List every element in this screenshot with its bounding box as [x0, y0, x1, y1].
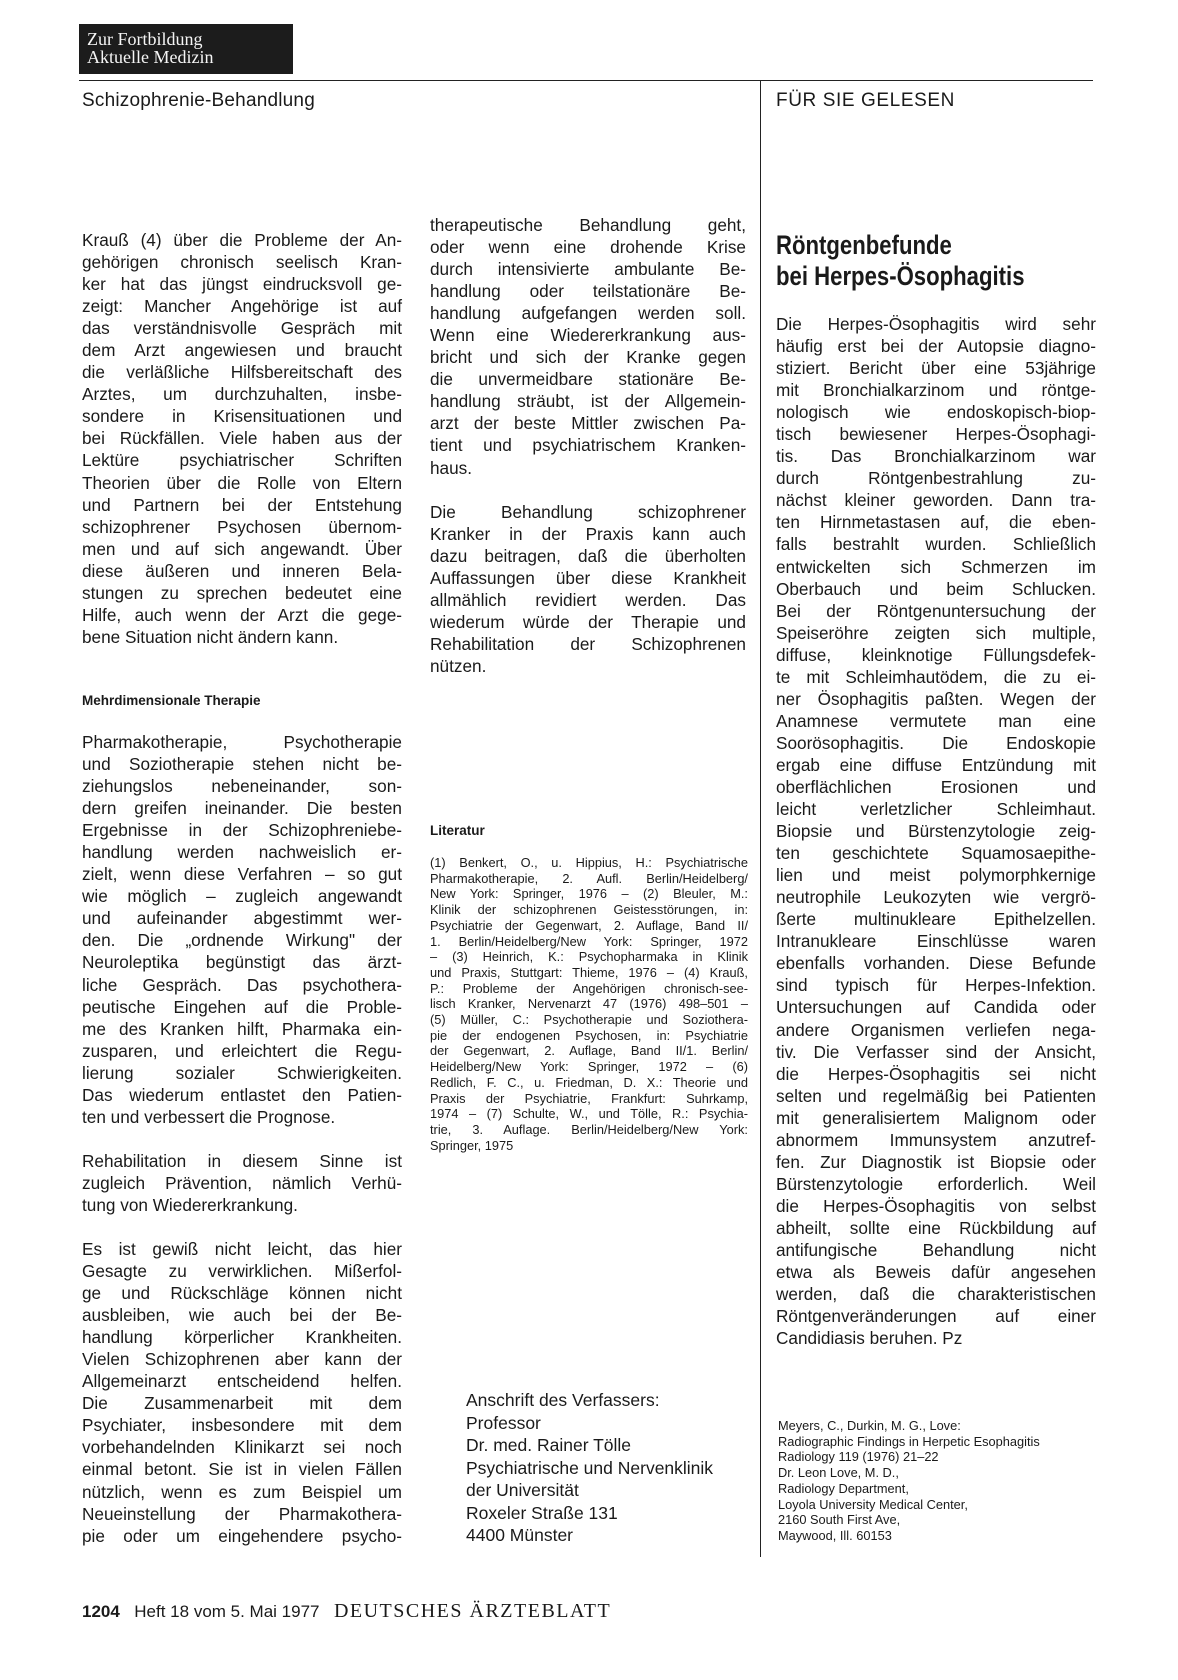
text-line: und Soziotherapie stehen nicht be- [82, 754, 402, 775]
text-line: Professor [466, 1412, 541, 1433]
subheading-literatur: Literatur [430, 823, 485, 838]
text-line: allmählich revidiert werden. Das [430, 589, 746, 610]
text-line: ebenfalls vorhanden. Diese Befunde [776, 953, 1096, 974]
text-line: ten geschichtete Squamosaepithe- [776, 843, 1096, 864]
text-line: pie der endogenen Psychosen, in: Psychiatrie [430, 1027, 748, 1043]
text-line: nächst kleiner geworden. Dann tra- [776, 490, 1096, 511]
text-line: Hilfe, auch wenn der Arzt die gege- [82, 604, 402, 625]
text-line: Bürstenzytologie erforderlich. Weil [776, 1173, 1096, 1194]
text-line: Das wiederum entlastet den Patien- [82, 1084, 402, 1105]
text-line: P.: Probleme der Angehörigen chronisch-see- [430, 980, 748, 996]
text-line: Allgemeinarzt entscheidend helfen. [82, 1371, 402, 1392]
text-line: Neueinstellung der Pharmakothera- [82, 1503, 402, 1524]
section-badge [79, 24, 293, 74]
text-line: Die Zusammenarbeit mit dem [82, 1393, 402, 1414]
text-line: New York: Springer, 1976 – (2) Bleuler, M.: [430, 886, 748, 902]
text-line: Speiseröhre zeigten sich multiple, [776, 622, 1096, 643]
article-title [776, 230, 1025, 292]
column-divider [760, 80, 761, 1557]
badge-line-2: Aktuelle Medizin [87, 47, 214, 67]
text-line: arzt der beste Mittler zwischen Pa- [430, 413, 746, 434]
text-line: werden, daß die charakteristischen [776, 1284, 1096, 1305]
text-line: Rehabilitation in diesem Sinne ist [82, 1150, 402, 1171]
text-line: Soorösophagitis. Die Endoskopie [776, 732, 1096, 753]
text-line: das verständnisvolle Gespräch mit [82, 318, 402, 339]
text-line: peutische Eingehen auf die Proble- [82, 996, 402, 1017]
text-line: schizophrener Psychosen übernom- [82, 516, 402, 537]
section-title-right: FÜR SIE GELESEN [776, 90, 955, 111]
text-line: pie oder um eingehendere psycho- [82, 1525, 402, 1546]
page-number: 1204 [82, 1602, 120, 1621]
text-line: Pharmakotherapie, 2. Aufl. Berlin/Heidelberg/ [430, 870, 748, 886]
paragraph-intro [82, 229, 402, 648]
text-line: Rehabilitation der Schizophrenen [430, 633, 746, 654]
text-line: Springer, 1975 [430, 1137, 514, 1153]
text-line: bricht und sich der Kranke gegen [430, 347, 746, 368]
text-line: Oberbauch und beim Schlucken. [776, 578, 1096, 599]
text-line: tisch bewiesener Herpes-Ösophagi- [776, 424, 1096, 445]
text-line: stiziert. Bericht über eine 53jährige [776, 358, 1096, 379]
text-line: Röntgenveränderungen auf einer [776, 1306, 1096, 1327]
text-line: sondere in Krisensituationen und [82, 406, 402, 427]
paragraph-cooperation [82, 1238, 402, 1547]
text-line: 4400 Münster [466, 1525, 574, 1545]
text-line: Praxis der Psychiatrie, Frankfurt: Suhrkamp, [430, 1090, 748, 1106]
text-line: abheilt, sollte eine Rückbildung auf [776, 1217, 1096, 1238]
author-address [466, 1389, 713, 1547]
text-line: lien und meist polymorphkernige [776, 865, 1096, 886]
text-line: wie möglich – zugleich angewandt [82, 886, 402, 907]
text-line: durch intensivierte ambulante Be- [430, 259, 746, 280]
text-line: Maywood, Ill. 60153 [778, 1527, 892, 1543]
text-line: stungen zu sprechen bedeutet eine [82, 582, 402, 603]
text-line: Arztes, um durchzuhalten, insbe- [82, 384, 402, 405]
text-line: zeigt: Mancher Angehörige ist auf [82, 296, 402, 317]
text-line: 1. Berlin/Heidelberg/New York: Springer, 1972 [430, 933, 748, 949]
text-line: trie, 3. Auflage. Berlin/Heidelberg/New York: [430, 1121, 748, 1137]
text-line: Redlich, F. C., u. Friedman, D. X.: Theorie und [430, 1074, 748, 1090]
text-line: selten und regelmäßig bei Patienten [776, 1085, 1096, 1106]
text-line: falls bestrahlt wurden. Schließlich [776, 534, 1096, 555]
text-line: handlung werden nachweislich er- [82, 842, 402, 863]
reference-list [430, 855, 748, 1153]
text-line: Loyola University Medical Center, [778, 1496, 968, 1512]
text-line: Vielen Schizophrenen aber kann der [82, 1349, 402, 1370]
text-line: Anamnese vermutete man eine [776, 710, 1096, 731]
text-line: mit generalisiertem Malignom oder [776, 1107, 1096, 1128]
text-line: Heidelberg/New York: Springer, 1972 – (6) [430, 1059, 748, 1075]
text-line: entwickelten sich Schmerzen im [776, 556, 1096, 577]
text-line: diese äußeren und inneren Bela- [82, 560, 402, 581]
text-line: liche Gespräch. Das psychothera- [82, 974, 402, 995]
text-line: Ergebnisse in der Schizophreniebe- [82, 820, 402, 841]
text-line: die verläßliche Hilfsbereitschaft des [82, 362, 402, 383]
text-line: ziehungslos nebeneinander, son- [82, 776, 402, 797]
page-footer [82, 1600, 611, 1623]
text-line: Psychiater, insbesondere mit dem [82, 1415, 402, 1436]
text-line: Es ist gewiß nicht leicht, das hier [82, 1238, 402, 1259]
paragraph-practice [430, 501, 746, 677]
text-line: und aufeinander abgestimmt wer- [82, 908, 402, 929]
text-line: dern greifen ineinander. Die besten [82, 798, 402, 819]
text-line: – (3) Heinrich, K.: Psychopharmaka in Klinik [430, 949, 748, 965]
text-line: einmal betont. Sie ist in vielen Fällen [82, 1459, 402, 1480]
text-line: men und auf sich angewandt. Über [82, 538, 402, 559]
text-line: ner Ösophagitis paßten. Wegen der [776, 688, 1096, 709]
text-line: bene Situation nicht ändern kann. [82, 626, 339, 647]
text-line: Candidiasis beruhen. Pz [776, 1328, 963, 1349]
paragraph-therapy [82, 731, 402, 1128]
text-line: Wenn eine Wiedererkrankung aus- [430, 325, 746, 346]
text-line: zusparen, und erleichtert die Regu- [82, 1040, 402, 1061]
text-line: me des Kranken hilft, Pharmaka ein- [82, 1018, 402, 1039]
text-line: die Herpes-Ösophagitis von selbst [776, 1195, 1096, 1216]
text-line: handlung sträubt, ist der Allgemein- [430, 391, 746, 412]
text-line: abnormem Immunsystem anzutref- [776, 1129, 1096, 1150]
text-line: Krauß (4) über die Probleme der An- [82, 230, 402, 250]
subheading-mehrdimensionale-therapie: Mehrdimensionale Therapie [82, 693, 261, 708]
column-3-body [776, 313, 1096, 1349]
text-line: Pharmakotherapie, Psychotherapie [82, 732, 402, 752]
text-line: nützlich, wenn es zum Beispiel um [82, 1481, 402, 1502]
text-line: (1) Benkert, O., u. Hippius, H.: Psychiatrische [430, 855, 748, 870]
text-line: ge und Rückschläge können nicht [82, 1283, 402, 1304]
text-line: Gesagte zu verwirklichen. Mißerfol- [82, 1261, 402, 1282]
text-line: Klinik der schizophrenen Geistesstörungen, in: [430, 902, 748, 918]
column-2 [430, 214, 746, 677]
text-line: handlung aufgefangen werden soll. [430, 303, 746, 324]
text-line: häufig erst bei der Autopsie diagno- [776, 336, 1096, 357]
column-1-continued [82, 731, 402, 1547]
text-line: ker hat das jüngst eindrucksvoll ge- [82, 274, 402, 295]
article-title-line-1: Röntgenbefunde [776, 230, 952, 260]
text-line: sind typisch für Herpes-Infektion. [776, 975, 1096, 996]
text-line: zugleich Prävention, nämlich Verhü- [82, 1172, 402, 1193]
text-line: diffuse, kleinknotige Füllungsdefek- [776, 644, 1096, 665]
text-line: Auffassungen über diese Krankheit [430, 567, 746, 588]
text-line: die Herpes-Ösophagitis sei nicht [776, 1063, 1096, 1084]
text-line: leicht verletzlicher Schleimhaut. [776, 799, 1096, 820]
text-line: ausbleiben, wie auch bei der Be- [82, 1305, 402, 1326]
text-line: mit Bronchialkarzinom und röntge- [776, 380, 1096, 401]
text-line: Roxeler Straße 131 [466, 1502, 618, 1523]
paragraph-continuation [430, 214, 746, 479]
badge-line-1: Zur Fortbildung [87, 29, 203, 49]
text-line: Die Behandlung schizophrener [430, 501, 746, 522]
text-line: durch Röntgenbestrahlung zu- [776, 468, 1096, 489]
text-line: Lektüre psychiatrischer Schriften [82, 450, 402, 471]
text-line: oder wenn eine drohende Krise [430, 237, 746, 258]
top-rule [79, 80, 1093, 81]
text-line: Theorien über die Rolle von Eltern [82, 472, 402, 493]
text-line: der Gegenwart, 2. Auflage, Band II/1. Berlin/ [430, 1043, 748, 1059]
source-citation [778, 1418, 1040, 1544]
text-line: tis. Das Bronchialkarzinom war [776, 446, 1096, 467]
text-line: etwa als Beweis dafür angesehen [776, 1262, 1096, 1283]
text-line: Kranker in der Praxis kann auch [430, 523, 746, 544]
text-line: Anschrift des Verfassers: [466, 1390, 660, 1410]
text-line: Dr. Leon Love, M. D., [778, 1465, 899, 1481]
text-line: tiv. Die Verfasser sind der Ansicht, [776, 1041, 1096, 1062]
text-line: 1974 – (7) Schulte, W., und Tölle, R.: Psychia- [430, 1106, 748, 1122]
journal-name: DEUTSCHES ÄRZTEBLATT [333, 1600, 612, 1622]
text-line: Untersuchungen auf Candida oder [776, 997, 1096, 1018]
text-line: ten und verbessert die Prognose. [82, 1106, 336, 1127]
text-line: lisch Kranker, Nervenarzt 47 (1976) 498–501 – [430, 996, 748, 1012]
text-line: te mit Schleimhautödem, die zu ei- [776, 666, 1096, 687]
text-line: handlung körperlicher Krankheiten. [82, 1327, 402, 1348]
text-line: nologisch wie endoskopisch-biop- [776, 402, 1096, 423]
text-line: Bei der Röntgenuntersuchung der [776, 600, 1096, 621]
section-title-left: Schizophrenie-Behandlung [82, 90, 315, 111]
text-line: Meyers, C., Durkin, M. G., Love: [778, 1418, 961, 1433]
text-line: Intranukleare Einschlüsse waren [776, 931, 1096, 952]
text-line: haus. [430, 457, 473, 478]
text-line: antifungische Behandlung nicht [776, 1239, 1096, 1260]
text-line: Dr. med. Rainer Tölle [466, 1435, 632, 1455]
text-line: der Universität [466, 1480, 579, 1500]
text-line: und Partnern bei der Entstehung [82, 494, 402, 515]
text-line: neutrophile Leukozyten wie vergrö- [776, 887, 1096, 908]
text-line: andere Organismen verliefen nega- [776, 1019, 1096, 1040]
text-line: wiederum würde der Therapie und [430, 611, 746, 632]
text-line: oberflächlichen Erosionen und [776, 776, 1096, 797]
text-line: den. Die „ordnende Wirkung" der [82, 930, 402, 951]
text-line: bei Rückfällen. Viele haben aus der [82, 428, 402, 449]
column-1 [82, 229, 402, 648]
issue-info: Heft 18 vom 5. Mai 1977 [134, 1602, 320, 1621]
text-line: handlung oder teilstationäre Be- [430, 281, 746, 302]
text-line: tung von Wiedererkrankung. [82, 1194, 298, 1215]
text-line: Die Herpes-Ösophagitis wird sehr [776, 314, 1096, 334]
text-line: (5) Müller, C.: Psychotherapie und Soziothera- [430, 1012, 748, 1028]
text-line: nützen. [430, 655, 487, 676]
text-line: dazu beitragen, daß die überholten [430, 545, 746, 566]
text-line: Psychiatrie der Gegenwart, 2. Auflage, Band II/ [430, 917, 748, 933]
article-title-line-2: bei Herpes-Ösophagitis [776, 261, 1025, 291]
text-line: vorbehandelnden Klinikarzt sei noch [82, 1437, 402, 1458]
text-line: therapeutische Behandlung geht, [430, 215, 746, 235]
text-line: 2160 South First Ave, [778, 1512, 901, 1528]
text-line: Biopsie und Bürstenzytologie zeig- [776, 821, 1096, 842]
text-line: gehörigen chronisch seelisch Kran- [82, 252, 402, 273]
text-line: dem Arzt angewiesen und braucht [82, 340, 402, 361]
text-line: Radiology Department, [778, 1480, 909, 1496]
text-line: die unvermeidbare stationäre Be- [430, 369, 746, 390]
text-line: Radiographic Findings in Herpetic Esophagitis [778, 1433, 1040, 1449]
text-line: ßerte multinukleare Epithelzellen. [776, 909, 1096, 930]
text-line: und Praxis, Stuttgart: Thieme, 1976 – (4) Krauß, [430, 964, 748, 980]
text-line: zielt, wenn diese Verfahren – so gut [82, 864, 402, 885]
paragraph-rehabilitation [82, 1150, 402, 1216]
text-line: tient und psychiatrischem Kranken- [430, 435, 746, 456]
text-line: Psychiatrische und Nervenklinik [466, 1457, 714, 1478]
text-line: fen. Zur Diagnostik ist Biopsie oder [776, 1151, 1096, 1172]
text-line: lierung sozialer Schwierigkeiten. [82, 1062, 402, 1083]
text-line: Neuroleptika begünstigt das ärzt- [82, 952, 402, 973]
text-line: ergab eine diffuse Entzündung mit [776, 754, 1096, 775]
text-line: ten Hirnmetastasen auf, die eben- [776, 512, 1096, 533]
text-line: Radiology 119 (1976) 21–22 [778, 1449, 939, 1465]
